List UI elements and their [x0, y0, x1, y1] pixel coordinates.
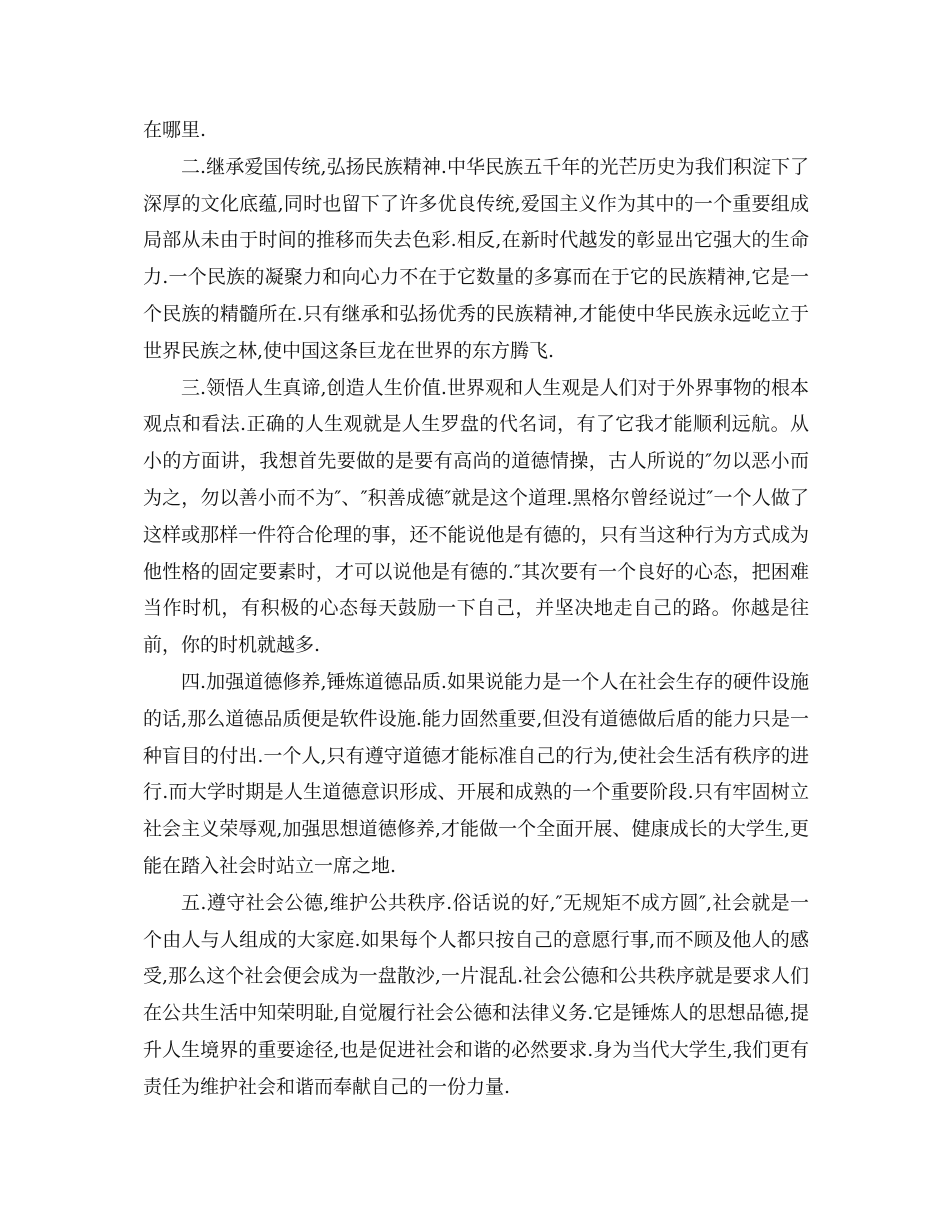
document-body — [143, 112, 809, 1106]
paragraph-section-5: 五.遵守社会公德,维护公共秩序.俗话说的好,″无规矩不成方圆″,社会就是一个由人与人组成的大家庭.如果每个人都只按自己的意愿行事,而不顾及他人的感受,那么这个社会便会成为一盘散沙,一片混乱.社会公德和公共秩序就是要求人们在公共生活中知荣明耻,自觉履行社会公德和法律义务.它是锤炼人的思想品德,提升人生境界的重要途径,也是促进社会和谐的必然要求.身为当代大学生,我们更有责任为维护社会和谐而奉献自己的一份力量. — [143, 891, 809, 1098]
paragraph-section-2: 二.继承爱国传统,弘扬民族精神.中华民族五千年的光芒历史为我们积淀下了深厚的文化底蕴,同时也留下了许多优良传统,爱国主义作为其中的一个重要组成局部从未由于时间的推移而失去色彩.相反,在新时代越发的彰显出它强大的生命力.一个民族的凝聚力和向心力不在于它数量的多寡而在于它的民族精神,它是一个民族的精髓所在.只有继承和弘扬优秀的民族精神,才能使中华民族永远屹立于世界民族之林,使中国这条巨龙在世界的东方腾飞. — [143, 155, 809, 362]
paragraph-section-4: 四.加强道德修养,锤炼道德品质.如果说能力是一个人在社会生存的硬件设施的话,那么道德品质便是软件设施.能力固然重要,但没有道德做后盾的能力只是一种盲目的付出.一个人,只有遵守道德才能标准自己的行为,使社会生活有秩序的进行.而大学时期是人生道德意识形成、开展和成熟的一个重要阶段.只有牢固树立社会主义荣辱观,加强思想道德修养,才能做一个全面开展、健康成长的大学生,更能在踏入社会时站立一席之地. — [143, 670, 809, 877]
paragraph-section-3: 三.领悟人生真谛,创造人生价值.世界观和人生观是人们对于外界事物的根本观点和看法.正确的人生观就是人生罗盘的代名词，有了它我才能顺利远航。从小的方面讲，我想首先要做的是要有高尚的道德情操，古人所说的″勿以恶小而为之，勿以善小而不为″、″积善成德″就是这个道理.黑格尔曾经说过″一个人做了这样或那样一件符合伦理的事，还不能说他是有德的，只有当这种行为方式成为他性格的固定要素时，才可以说他是有德的.″其次要有一个良好的心态，把困难当作时机，有积极的心态每天鼓励一下自己，并坚决地走自己的路。你越是往前，你的时机就越多. — [143, 376, 809, 657]
paragraph-continuation: 在哪里. — [143, 119, 207, 141]
